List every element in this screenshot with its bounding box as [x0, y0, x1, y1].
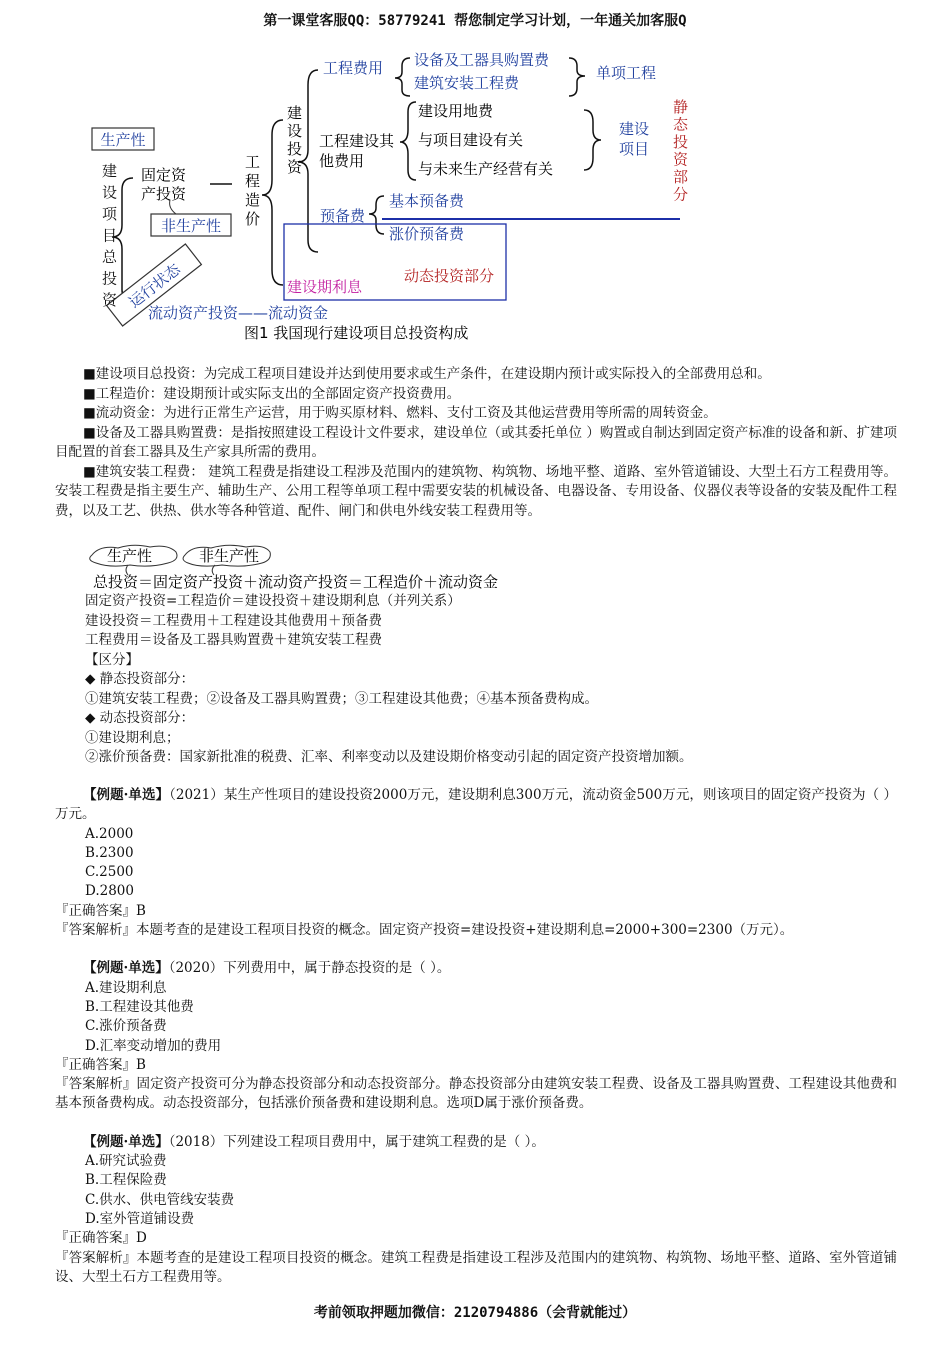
- diagram-caption: 图1 我国现行建设项目总投资构成: [244, 324, 469, 342]
- dynamic-item-1: ①建设期利息；: [85, 729, 180, 746]
- formula-bubbles: [0, 540, 950, 592]
- fixed-asset-line2: 产投资: [141, 185, 187, 203]
- single-project-label: 单项工程: [596, 64, 657, 82]
- page-footer: 考前领取押题加微信：2120794886（会背就能过）: [313, 1305, 637, 1321]
- bubble-productive: 生产性: [107, 547, 153, 565]
- question-2020: [55, 959, 897, 1113]
- dynamic-heading: ◆ 动态投资部分：: [85, 710, 195, 726]
- option-a: A.2000: [85, 825, 134, 842]
- productive-label: 生产性: [100, 131, 146, 149]
- working-capital-label: 流动资产投资——流动资金: [148, 304, 329, 322]
- question-tag: 【例题·单选】: [83, 787, 170, 803]
- reserve-fee-label: 预备费: [320, 207, 366, 225]
- construction-investment-label: 建设投资: [287, 104, 303, 176]
- future-production-label: 与未来生产经营有关: [418, 160, 554, 178]
- dynamic-item-2: ②涨价预备费：国家新批准的税费、汇率、利率变动以及建设期价格变动引起的固定资产投资增加额。: [85, 749, 693, 765]
- option-b: B.工程保险费: [85, 1172, 167, 1189]
- option-a: A.建设期利息: [85, 979, 167, 996]
- option-c: C.2500: [85, 864, 134, 881]
- example-questions: [55, 786, 897, 1306]
- option-d: D.室外管道铺设费: [85, 1210, 195, 1227]
- total-investment-label: 建设项目总投资: [102, 162, 118, 309]
- fixed-asset-line1: 固定资: [141, 166, 187, 184]
- construction-project-line2: 项目: [619, 140, 650, 158]
- land-fee-label: 建设用地费: [418, 102, 494, 120]
- engineering-fee-label: 工程费用: [323, 59, 384, 77]
- dynamic-part-label: 动态投资部分: [404, 267, 495, 285]
- distinction-heading: 【区分】: [85, 651, 139, 668]
- question-stem: （2020）下列费用中，属于静态投资的是（ ）。: [168, 960, 451, 977]
- option-c: C.供水、供电管线安装费: [85, 1191, 235, 1208]
- other-fees-line2: 他费用: [319, 152, 365, 170]
- static-heading: ◆ 静态投资部分：: [85, 671, 195, 687]
- bubble-non-productive: 非生产性: [199, 547, 260, 565]
- operating-state-label: 运行状态: [125, 260, 184, 312]
- formula-engineering-fee: 工程费用＝设备及工器具购置费＋建筑安装工程费: [85, 632, 382, 648]
- other-fees-line1: 工程建设其: [319, 132, 395, 150]
- definition-working-capital: ■流动资金：为进行正常生产运营，用于购买原材料、燃料、支付工资及其他运营费用等所需的周转资金。: [83, 405, 717, 421]
- definitions: [55, 365, 897, 521]
- formula-construction-investment: 建设投资＝工程费用＋工程建设其他费用＋预备费: [85, 612, 382, 629]
- page-header: 第一课堂客服QQ：58779241 帮您制定学习计划，一年通关加客服Q: [263, 13, 687, 29]
- project-related-label: 与项目建设有关: [418, 131, 524, 149]
- question-tag: 【例题·单选】: [83, 1133, 169, 1150]
- static-part-label: 静态投资部分: [673, 98, 689, 204]
- definition-building-install-fee: ■建筑安装工程费： 建筑工程费是指建设工程涉及范围内的建筑物、构筑物、场地平整、道路、室外管道铺设、大型土石方工程费用等。安装工程费是指主要生产、辅助生产、公用工程等单项工程中需要安装的机械设备、电器设备、专用设备、仪器仪表等设备的安装及配件工程费，以及工艺、供热、供水等各种管道、配件、闸门和供电外线安装工程费用等。: [55, 463, 897, 519]
- formula-lines: [85, 592, 905, 768]
- investment-structure-diagram: [0, 38, 950, 348]
- basic-reserve-label: 基本预备费: [389, 192, 465, 210]
- formula-fixed-asset: 固定资产投资=工程造价＝建设投资＋建设期利息（并列关系）: [85, 593, 461, 609]
- question-tag: 【例题·单选】: [83, 960, 169, 977]
- option-d: D.2800: [85, 883, 134, 900]
- price-reserve-label: 涨价预备费: [389, 225, 465, 243]
- question-stem: （2021）某生产性项目的建设投资2000万元，建设期利息300万元，流动资金500万元，则该项目的固定资产投资为（ ）万元。: [55, 787, 897, 823]
- formula-main: 总投资＝固定资产投资＋流动资产投资＝工程造价＋流动资金: [93, 573, 499, 591]
- answer-analysis: 『答案解析』本题考查的是建设工程项目投资的概念。建筑工程费是指建设工程涉及范围内的建筑物、构筑物、场地平整、道路、室外管道铺设、大型土石方工程费用等。: [55, 1249, 897, 1285]
- definition-engineering-cost: ■工程造价：建设期预计或实际支出的全部固定资产投资费用。: [83, 385, 461, 402]
- building-install-fee-label: 建筑安装工程费: [414, 74, 520, 92]
- option-b: B.工程建设其他费: [85, 998, 194, 1015]
- equipment-fee-label: 设备及工器具购置费: [414, 51, 550, 69]
- engineering-cost-label: 工程造价: [245, 153, 261, 228]
- question-stem: （2018）下列建设工程项目费用中，属于建筑工程费的是（ ）。: [168, 1133, 545, 1150]
- question-2018: [55, 1133, 897, 1287]
- definition-total-investment: ■建设项目总投资：为完成工程项目建设并达到使用要求或生产条件，在建设期内预计或实际投入的全部费用总和。: [83, 366, 771, 382]
- correct-answer: 『正确答案』B: [55, 902, 146, 919]
- question-2021: [55, 786, 897, 940]
- correct-answer: 『正确答案』D: [55, 1230, 147, 1247]
- option-c: C.涨价预备费: [85, 1018, 167, 1035]
- static-items: ①建筑安装工程费；②设备及工器具购置费；③工程建设其他费；④基本预备费构成。: [85, 690, 598, 707]
- option-d: D.汇率变动增加的费用: [85, 1037, 222, 1054]
- answer-analysis: 『答案解析』固定资产投资可分为静态投资部分和动态投资部分。静态投资部分由建筑安装工程费、设备及工器具购置费、工程建设其他费和基本预备费构成。动态投资部分，包括涨价预备费和建设期利息。选项D属于涨价预备费。: [55, 1076, 897, 1112]
- option-b: B.2300: [85, 844, 134, 861]
- non-productive-label: 非生产性: [160, 217, 222, 235]
- option-a: A.研究试验费: [85, 1153, 167, 1170]
- definition-equipment-fee: ■设备及工器具购置费：是指按照建设工程设计文件要求，建设单位（或其委托单位 ）购置或自制达到固定资产标准的设备和新、扩建项目配置的首套工器具及生产家具所需的费用。: [55, 424, 897, 460]
- answer-analysis: 『答案解析』本题考查的是建设工程项目投资的概念。固定资产投资=建设投资+建设期利息=2000+300=2300（万元）。: [55, 922, 794, 939]
- construction-project-line1: 建设: [619, 120, 650, 138]
- interest-label: 建设期利息: [287, 278, 363, 296]
- correct-answer: 『正确答案』B: [55, 1056, 146, 1073]
